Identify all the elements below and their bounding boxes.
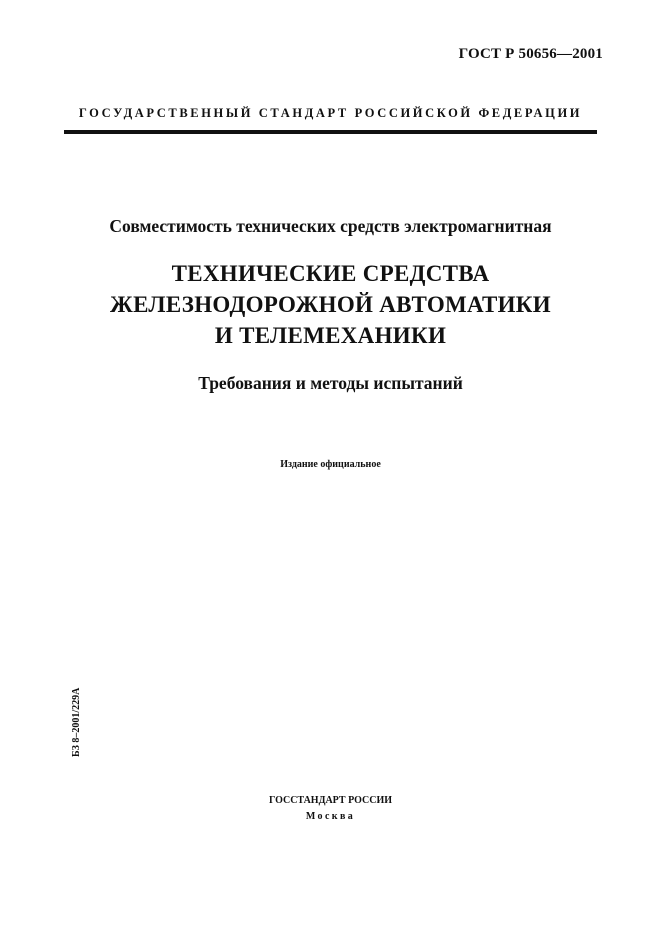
publication-city: Москва — [305, 811, 356, 822]
standard-number: ГОСТ Р 50656—2001 — [458, 46, 603, 62]
side-catalog-code: БЗ 8–2001/229А — [71, 687, 82, 757]
publisher: ГОССТАНДАРТ РОССИИ — [268, 795, 393, 806]
main-title — [0, 258, 661, 351]
agency-header: ГОСУДАРСТВЕННЫЙ СТАНДАРТ РОССИЙСКОЙ ФЕДЕРАЦИИ — [78, 106, 583, 120]
header-rule — [64, 130, 597, 134]
subtitle: Требования и методы испытаний — [198, 373, 463, 393]
category-title: Совместимость технических средств электромагнитная — [109, 216, 552, 236]
main-title-line-3: И ТЕЛЕМЕХАНИКИ — [214, 323, 447, 348]
main-title-line-2: ЖЕЛЕЗНОДОРОЖНОЙ АВТОМАТИКИ — [110, 292, 551, 317]
edition-note: Издание официальное — [280, 459, 381, 470]
main-title-line-1: ТЕХНИЧЕСКИЕ СРЕДСТВА — [171, 261, 490, 286]
